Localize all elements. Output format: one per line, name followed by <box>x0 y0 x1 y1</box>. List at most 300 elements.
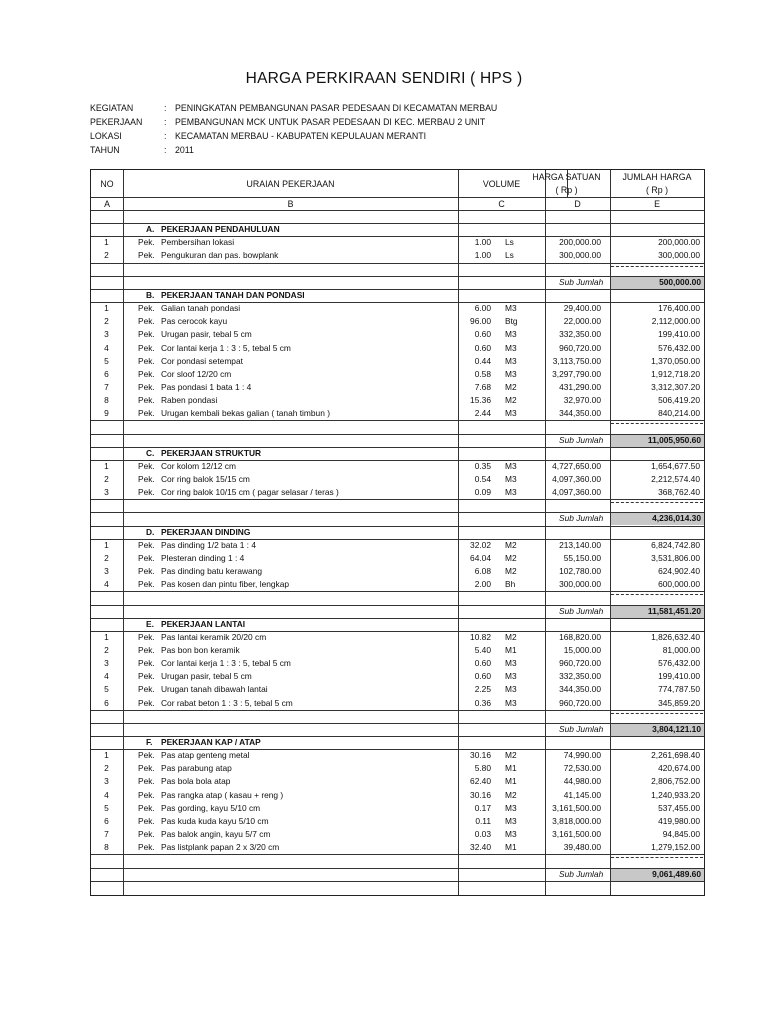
table-row <box>91 789 704 802</box>
item-unit: M2 <box>505 381 517 392</box>
item-description: Pas balok angin, kayu 5/7 cm <box>161 829 271 840</box>
item-prefix: Pek. <box>138 684 155 695</box>
item-unit: M1 <box>505 776 517 787</box>
code-a: A <box>104 199 110 209</box>
item-prefix: Pek. <box>138 395 155 406</box>
item-unit: M1 <box>505 842 517 853</box>
meta-label-kegiatan: KEGIATAN <box>90 103 134 113</box>
item-total-price: 2,112,000.00 <box>651 316 700 327</box>
row-rule <box>91 420 704 421</box>
item-no: 7 <box>104 381 109 392</box>
subtotal-label: Sub Jumlah <box>559 434 604 445</box>
item-total-price: 2,212,574.40 <box>651 474 700 484</box>
code-b: B <box>287 199 294 209</box>
item-description: Pas cerocok kayu <box>161 316 228 327</box>
item-prefix: Pek. <box>138 408 155 419</box>
item-volume: 2.25 <box>474 684 491 695</box>
item-unit: Ls <box>505 250 514 261</box>
item-description: Cor lantai kerja 1 : 3 : 5, tebal 5 cm <box>161 342 291 353</box>
row-rule <box>91 749 704 750</box>
section-title-row <box>91 526 704 539</box>
item-total-price: 600,000.00 <box>658 579 700 590</box>
subtotal-label: Sub Jumlah <box>559 513 604 524</box>
item-total-price: 300,000.00 <box>658 250 700 261</box>
row-rule <box>91 512 704 513</box>
item-volume: 0.60 <box>474 671 491 682</box>
item-description: Urugan tanah dibawah lantai <box>161 684 268 695</box>
item-total-price: 1,826,632.40 <box>651 631 700 642</box>
section-title-row <box>91 618 704 631</box>
item-unit: M3 <box>505 684 517 695</box>
item-prefix: Pek. <box>138 237 155 248</box>
dashed-separator <box>611 713 703 714</box>
item-unit-price: 960,720.00 <box>559 697 601 708</box>
table-row <box>91 381 704 394</box>
document-title: HARGA PERKIRAAN SENDIRI ( HPS ) <box>245 70 523 87</box>
item-volume: 0.09 <box>474 487 491 498</box>
item-volume: 30.16 <box>470 789 491 800</box>
item-unit-price: 200,000.00 <box>559 237 601 248</box>
table-row <box>91 460 704 473</box>
item-no: 9 <box>104 408 109 419</box>
header-harga-satuan-unit: ( Rp ) <box>555 185 578 195</box>
item-total-price: 419,980.00 <box>658 815 700 826</box>
item-volume: 0.03 <box>474 829 491 840</box>
item-volume: 0.44 <box>474 355 491 366</box>
item-no: 8 <box>104 395 109 406</box>
item-unit-price: 4,097,360.00 <box>552 474 601 484</box>
item-no: 4 <box>104 789 109 800</box>
item-no: 4 <box>104 342 109 353</box>
table-row <box>91 631 704 644</box>
item-unit-price: 55,150.00 <box>563 552 601 563</box>
item-volume: 32.40 <box>470 842 491 853</box>
meta-label-lokasi: LOKASI <box>90 131 122 141</box>
table-row <box>91 762 704 775</box>
subtotal-row <box>91 512 704 525</box>
item-volume: 32.02 <box>470 539 491 550</box>
meta-value-lokasi: KECAMATAN MERBAU - KABUPATEN KEPULAUAN MERANTI <box>175 131 427 141</box>
item-unit: M3 <box>505 487 517 498</box>
item-prefix: Pek. <box>138 658 155 669</box>
item-unit: M3 <box>505 342 517 353</box>
item-volume: 0.54 <box>474 474 491 484</box>
item-prefix: Pek. <box>138 474 155 484</box>
section-letter: F. <box>146 737 153 747</box>
item-no: 1 <box>104 631 109 642</box>
section-title: PEKERJAAN STRUKTUR <box>161 447 262 458</box>
item-unit-price: 431,290.00 <box>559 381 601 392</box>
item-no: 3 <box>104 487 109 498</box>
blank-row <box>91 420 704 433</box>
item-volume: 62.40 <box>470 776 491 787</box>
item-prefix: Pek. <box>138 487 155 498</box>
item-unit-price: 344,350.00 <box>559 408 601 419</box>
item-no: 6 <box>104 697 109 708</box>
subtotal-label: Sub Jumlah <box>559 276 604 287</box>
item-volume: 96.00 <box>470 316 491 327</box>
table-row <box>91 815 704 828</box>
subtotal-value: 11,005,950.60 <box>611 434 704 447</box>
item-prefix: Pek. <box>138 566 155 577</box>
item-total-price: 3,531,806.00 <box>651 552 700 563</box>
item-unit: M3 <box>505 697 517 708</box>
item-unit-price: 22,000.00 <box>563 316 601 327</box>
item-volume: 0.60 <box>474 329 491 340</box>
item-prefix: Pek. <box>138 789 155 800</box>
item-prefix: Pek. <box>138 368 155 379</box>
item-description: Pas dinding 1/2 bata 1 : 4 <box>161 539 256 550</box>
row-rule <box>91 710 704 711</box>
item-unit: M3 <box>505 671 517 682</box>
item-total-price: 81,000.00 <box>662 644 700 655</box>
item-prefix: Pek. <box>138 631 155 642</box>
row-rule <box>91 434 704 435</box>
table-row <box>91 670 704 683</box>
item-volume: 0.11 <box>475 815 491 826</box>
subtotal-row <box>91 868 704 881</box>
item-total-price: 1,279,152.00 <box>651 842 700 853</box>
item-unit: M2 <box>505 631 517 642</box>
row-rule <box>91 854 704 855</box>
item-unit: M2 <box>505 789 517 800</box>
item-volume: 30.16 <box>470 750 491 761</box>
item-volume: 5.80 <box>474 763 491 774</box>
item-no: 7 <box>104 829 109 840</box>
item-description: Pas pondasi 1 bata 1 : 4 <box>161 381 252 392</box>
section-title-row <box>91 736 704 749</box>
row-rule <box>91 223 704 224</box>
item-total-price: 3,312,307.20 <box>651 381 700 392</box>
row-rule <box>91 447 704 448</box>
item-description: Plesteran dinding 1 : 4 <box>161 552 245 563</box>
item-unit-price: 15,000.00 <box>563 644 601 655</box>
item-unit-price: 32,970.00 <box>563 395 601 406</box>
dashed-separator <box>611 502 703 503</box>
item-unit-price: 3,161,500.00 <box>552 829 601 840</box>
item-no: 3 <box>104 566 109 577</box>
subtotal-row <box>91 605 704 618</box>
item-unit: M3 <box>505 829 517 840</box>
item-unit: M2 <box>505 566 517 577</box>
section-letter: A. <box>146 224 155 235</box>
section-letter: E. <box>146 618 154 629</box>
meta-colon: : <box>164 145 167 155</box>
subtotal-label: Sub Jumlah <box>559 723 604 734</box>
code-d: D <box>574 199 581 209</box>
section-title: PEKERJAAN KAP / ATAP <box>161 737 261 747</box>
item-no: 8 <box>104 842 109 853</box>
item-volume: 5.40 <box>474 644 491 655</box>
item-unit-price: 44,980.00 <box>563 776 601 787</box>
header-volume: VOLUME <box>482 179 521 189</box>
item-prefix: Pek. <box>138 579 155 590</box>
item-volume: 6.08 <box>474 566 491 577</box>
item-unit: Btg <box>505 316 518 327</box>
subtotal-row <box>91 434 704 447</box>
item-prefix: Pek. <box>138 697 155 708</box>
item-prefix: Pek. <box>138 763 155 774</box>
item-description: Pas gording, kayu 5/10 cm <box>161 802 261 813</box>
item-prefix: Pek. <box>138 539 155 550</box>
table-row <box>91 236 704 249</box>
item-unit: M2 <box>505 539 517 550</box>
item-unit: M3 <box>505 408 517 419</box>
item-unit-price: 3,297,790.00 <box>552 368 601 379</box>
item-unit-price: 213,140.00 <box>559 539 601 550</box>
item-no: 4 <box>104 579 109 590</box>
item-description: Cor kolom 12/12 cm <box>161 460 236 471</box>
header-harga-satuan: HARGA SATUAN <box>532 172 601 182</box>
item-total-price: 576,432.00 <box>658 342 700 353</box>
item-volume: 0.36 <box>474 697 491 708</box>
item-description: Pas bon bon keramik <box>161 644 240 655</box>
item-no: 2 <box>104 763 109 774</box>
item-unit: M3 <box>505 355 517 366</box>
item-unit: M3 <box>505 303 517 314</box>
item-total-price: 506,419.20 <box>658 395 700 406</box>
section-title: PEKERJAAN TANAH DAN PONDASI <box>161 289 305 300</box>
table-row <box>91 473 704 486</box>
table-row <box>91 249 704 262</box>
item-unit-price: 4,097,360.00 <box>552 487 601 498</box>
table-row <box>91 552 704 565</box>
item-volume: 64.04 <box>470 552 491 563</box>
table-row <box>91 749 704 762</box>
row-rule <box>91 736 704 737</box>
table-row <box>91 841 704 854</box>
item-description: Cor ring balok 15/15 cm <box>161 474 250 484</box>
item-unit-price: 344,350.00 <box>559 684 601 695</box>
section-letter: B. <box>146 289 155 300</box>
subtotal-value: 4,236,014.30 <box>611 512 704 525</box>
blank-row <box>91 263 704 276</box>
item-description: Urugan kembali bekas galian ( tanah timbun ) <box>161 408 330 419</box>
dashed-separator <box>611 266 703 267</box>
item-total-price: 6,824,742.80 <box>651 539 700 550</box>
row-rule <box>91 460 704 461</box>
item-volume: 6.00 <box>474 303 491 314</box>
item-prefix: Pek. <box>138 815 155 826</box>
item-description: Cor rabat beton 1 : 3 : 5, tebal 5 cm <box>161 697 293 708</box>
item-unit: M2 <box>505 750 517 761</box>
item-no: 5 <box>104 355 109 366</box>
row-rule <box>91 276 704 277</box>
table-row <box>91 302 704 315</box>
item-prefix: Pek. <box>138 460 155 471</box>
item-total-price: 420,674.00 <box>658 763 700 774</box>
item-description: Pas lantai keramik 20/20 cm <box>161 631 267 642</box>
table-row <box>91 697 704 710</box>
item-unit-price: 102,780.00 <box>559 566 601 577</box>
code-c: C <box>498 199 505 209</box>
table-row <box>91 368 704 381</box>
row-rule <box>91 539 704 540</box>
item-no: 5 <box>104 802 109 813</box>
table-row <box>91 328 704 341</box>
row-rule <box>91 631 704 632</box>
item-description: Cor pondasi setempat <box>161 355 243 366</box>
item-description: Pas rangka atap ( kasau + reng ) <box>161 789 284 800</box>
row-rule <box>91 723 704 724</box>
item-total-price: 774,787.50 <box>658 684 700 695</box>
item-total-price: 576,432.00 <box>658 658 700 669</box>
item-unit: M3 <box>505 460 517 471</box>
item-description: Pas listplank papan 2 x 3/20 cm <box>161 842 280 853</box>
item-unit-price: 41,145.00 <box>563 789 601 800</box>
table-row <box>91 644 704 657</box>
subtotal-label: Sub Jumlah <box>559 605 604 616</box>
item-description: Pengukuran dan pas. bowplank <box>161 250 279 261</box>
item-total-price: 624,902.40 <box>658 566 700 577</box>
item-prefix: Pek. <box>138 829 155 840</box>
row-rule <box>91 881 704 882</box>
item-total-price: 2,806,752.00 <box>651 776 700 787</box>
item-description: Pas kuda kuda kayu 5/10 cm <box>161 815 269 826</box>
table-row <box>91 657 704 670</box>
item-prefix: Pek. <box>138 316 155 327</box>
item-volume: 0.60 <box>474 342 491 353</box>
section-letter: C. <box>146 447 155 458</box>
item-no: 3 <box>104 658 109 669</box>
subtotal-value: 3,804,121.10 <box>611 723 704 736</box>
section-title: PEKERJAAN DINDING <box>161 526 251 537</box>
item-unit-price: 39,480.00 <box>563 842 601 853</box>
item-unit: Ls <box>505 237 514 248</box>
item-prefix: Pek. <box>138 842 155 853</box>
item-description: Cor sloof 12/20 cm <box>161 368 232 379</box>
item-unit-price: 3,113,750.00 <box>552 355 601 366</box>
item-no: 1 <box>104 460 109 471</box>
item-description: Galian tanah pondasi <box>161 303 241 314</box>
item-description: Pas atap genteng metal <box>161 750 250 761</box>
item-no: 6 <box>104 368 109 379</box>
item-prefix: Pek. <box>138 381 155 392</box>
item-unit-price: 300,000.00 <box>559 250 601 261</box>
dashed-separator <box>611 857 703 858</box>
item-no: 1 <box>104 539 109 550</box>
table-row <box>91 775 704 788</box>
item-unit: M1 <box>505 644 517 655</box>
hps-table <box>90 169 705 896</box>
item-unit: M1 <box>505 763 517 774</box>
subtotal-label: Sub Jumlah <box>559 868 604 879</box>
item-unit-price: 74,990.00 <box>563 750 601 761</box>
item-description: Cor lantai kerja 1 : 3 : 5, tebal 5 cm <box>161 658 291 669</box>
code-e: E <box>654 199 660 209</box>
item-unit: Bh <box>505 579 516 590</box>
item-no: 3 <box>104 329 109 340</box>
subtotal-row <box>91 723 704 736</box>
subtotal-value: 500,000.00 <box>611 276 704 289</box>
meta-colon: : <box>164 117 167 127</box>
section-title-row <box>91 223 704 236</box>
table-row <box>91 394 704 407</box>
blank-row <box>91 710 704 723</box>
item-volume: 10.82 <box>470 631 491 642</box>
item-volume: 2.00 <box>474 579 491 590</box>
item-description: Pas dinding batu kerawang <box>161 566 263 577</box>
dashed-separator <box>611 594 703 595</box>
section-title-row <box>91 447 704 460</box>
meta-value-tahun: 2011 <box>175 145 194 155</box>
item-volume: 1.00 <box>474 237 491 248</box>
item-unit: M2 <box>505 395 517 406</box>
item-volume: 15.36 <box>470 395 491 406</box>
meta-value-kegiatan: PENINGKATAN PEMBANGUNAN PASAR PEDESAAN DI KECAMATAN MERBAU <box>175 103 498 113</box>
table-row <box>91 486 704 499</box>
item-unit-price: 3,161,500.00 <box>552 802 601 813</box>
row-rule <box>91 526 704 527</box>
item-no: 5 <box>104 684 109 695</box>
item-unit: M3 <box>505 658 517 669</box>
dashed-separator <box>611 423 703 424</box>
item-volume: 7.68 <box>474 381 491 392</box>
meta-value-pekerjaan: PEMBANGUNAN MCK UNTUK PASAR PEDESAAN DI KEC. MERBAU 2 UNIT <box>175 117 486 127</box>
section-letter: D. <box>146 526 155 537</box>
item-unit: M3 <box>505 368 517 379</box>
row-rule <box>91 499 704 500</box>
item-description: Urugan pasir, tebal 5 cm <box>161 671 252 682</box>
item-unit: M2 <box>505 552 517 563</box>
item-no: 2 <box>104 552 109 563</box>
item-unit-price: 332,350.00 <box>559 671 601 682</box>
meta-label-tahun: TAHUN <box>90 145 120 155</box>
item-no: 1 <box>104 303 109 314</box>
item-total-price: 537,455.00 <box>658 802 700 813</box>
table-row <box>91 683 704 696</box>
table-row <box>91 342 704 355</box>
table-row <box>91 407 704 420</box>
item-unit-price: 3,818,000.00 <box>552 815 601 826</box>
item-description: Urugan pasir, tebal 5 cm <box>161 329 252 340</box>
item-unit: M3 <box>505 802 517 813</box>
row-rule <box>91 618 704 619</box>
item-description: Pembersihan lokasi <box>161 237 235 248</box>
item-unit-price: 29,400.00 <box>563 303 601 314</box>
item-prefix: Pek. <box>138 750 155 761</box>
item-total-price: 199,410.00 <box>658 329 700 340</box>
section-title-row <box>91 289 704 302</box>
item-no: 1 <box>104 750 109 761</box>
item-prefix: Pek. <box>138 776 155 787</box>
item-no: 1 <box>104 237 109 248</box>
item-prefix: Pek. <box>138 329 155 340</box>
header-no: NO <box>100 179 114 189</box>
row-rule <box>91 263 704 264</box>
blank-row <box>91 591 704 604</box>
item-total-price: 1,240,933.20 <box>651 789 700 800</box>
item-description: Pas parabung atap <box>161 763 232 774</box>
item-volume: 0.60 <box>474 658 491 669</box>
item-total-price: 94,845.00 <box>662 829 700 840</box>
row-rule <box>91 605 704 606</box>
table-row <box>91 539 704 552</box>
item-prefix: Pek. <box>138 342 155 353</box>
meta-colon: : <box>164 103 167 113</box>
item-total-price: 368,762.40 <box>658 487 700 498</box>
subtotal-value: 9,061,489.60 <box>611 868 704 881</box>
table-row <box>91 355 704 368</box>
row-rule <box>91 868 704 869</box>
subtotal-row <box>91 276 704 289</box>
item-unit: M3 <box>505 815 517 826</box>
item-volume: 0.58 <box>474 368 491 379</box>
item-total-price: 199,410.00 <box>658 671 700 682</box>
item-total-price: 345,859.20 <box>658 697 700 708</box>
item-unit-price: 960,720.00 <box>559 658 601 669</box>
table-row <box>91 565 704 578</box>
